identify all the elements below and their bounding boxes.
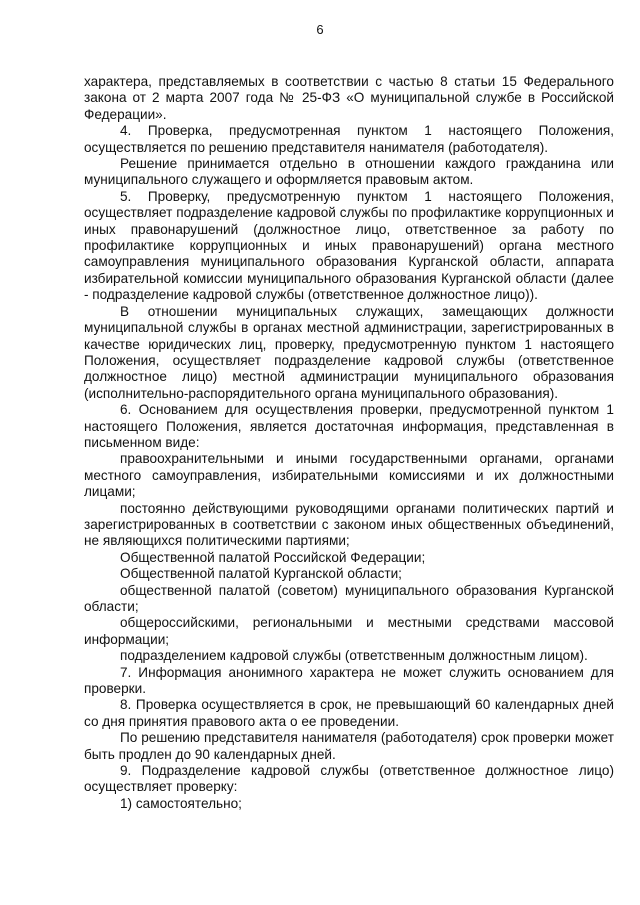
list-item-public-chamber-rf: Общественной палатой Российской Федерации; (120, 549, 426, 565)
paragraph-local-administration: В отношении муниципальных служащих, замещающих должности муниципальной службы в органах местной администрации, зарегистрированных в качестве юридических лиц, проверку, предусмотренную пунктом 1 настоящего Положения, осуществляет подразделение кадровой службы (ответственное должностное лицо) местной администрации муниципального образования (исполнительно-распорядительного органа муниципального образования). (84, 303, 614, 401)
list-item-public-chamber-kurgan: Общественной палатой Курганской области; (120, 566, 402, 582)
paragraph-item-6: 6. Основанием для осуществления проверки, предусмотренной пунктом 1 настоящего Положения, является достаточная информация, представленная в письменном виде: (84, 402, 614, 450)
paragraph-extension: По решению представителя нанимателя (работодателя) срок проверки может быть продлен до 90 календарных дней. (84, 730, 614, 762)
list-item-mass-media: общероссийскими, региональными и местными средствами массовой информации; (84, 615, 614, 647)
paragraph-item-5: 5. Проверку, предусмотренную пунктом 1 настоящего Положения, осуществляет подразделение кадровой службы по профилактике коррупционных и иных правонарушений (должностное лицо, ответственное за работу по профилактике коррупционных и иных правонарушений) органа местного самоуправления муниципального образования Курганской области, аппарата избирательной комиссии муниципального образования Курганской области (далее - подразделение кадровой службы (ответственное должностное лицо)). (84, 188, 614, 303)
list-item-hr-division: подразделением кадровой службы (ответственным должностным лицом). (120, 648, 588, 664)
paragraph-continuation: характера, представляемых в соответствии с частью 8 статьи 15 Федерального закона от 2 марта 2007 года № 25-ФЗ «О муниципальной службе в Российской Федерации». (84, 74, 614, 122)
list-item-political-parties: постоянно действующими руководящими органами политических партий и зарегистрированных в соответствии с законом иных общественных объединений, не являющихся политическими партиями; (84, 500, 614, 549)
paragraph-item-8: 8. Проверка осуществляется в срок, не превышающий 60 календарных дней со дня принятия правового акта о ее проведении. (84, 697, 614, 729)
list-item-municipal-chamber: общественной палатой (советом) муниципального образования Курганской области; (84, 582, 614, 614)
paragraph-item-7: 7. Информация анонимного характера не может служить основанием для проверки. (84, 664, 614, 697)
list-item-law-enforcement: правоохранительными и иными государственными органами, органами местного самоуправления, избирательными комиссиями и их должностными лицами; (84, 451, 614, 500)
paragraph-item-4: 4. Проверка, предусмотренная пунктом 1 настоящего Положения, осуществляется по решению представителя нанимателя (работодателя). (84, 123, 614, 155)
paragraph-item-9: 9. Подразделение кадровой службы (ответственное должностное лицо) осуществляет проверку: (84, 763, 614, 795)
list-item-independently: 1) самостоятельно; (120, 795, 242, 811)
page-number: 6 (316, 22, 324, 37)
document-body (84, 74, 614, 812)
paragraph-decision: Решение принимается отдельно в отношении каждого гражданина или муниципального служащего и оформляется правовым актом. (84, 156, 614, 188)
